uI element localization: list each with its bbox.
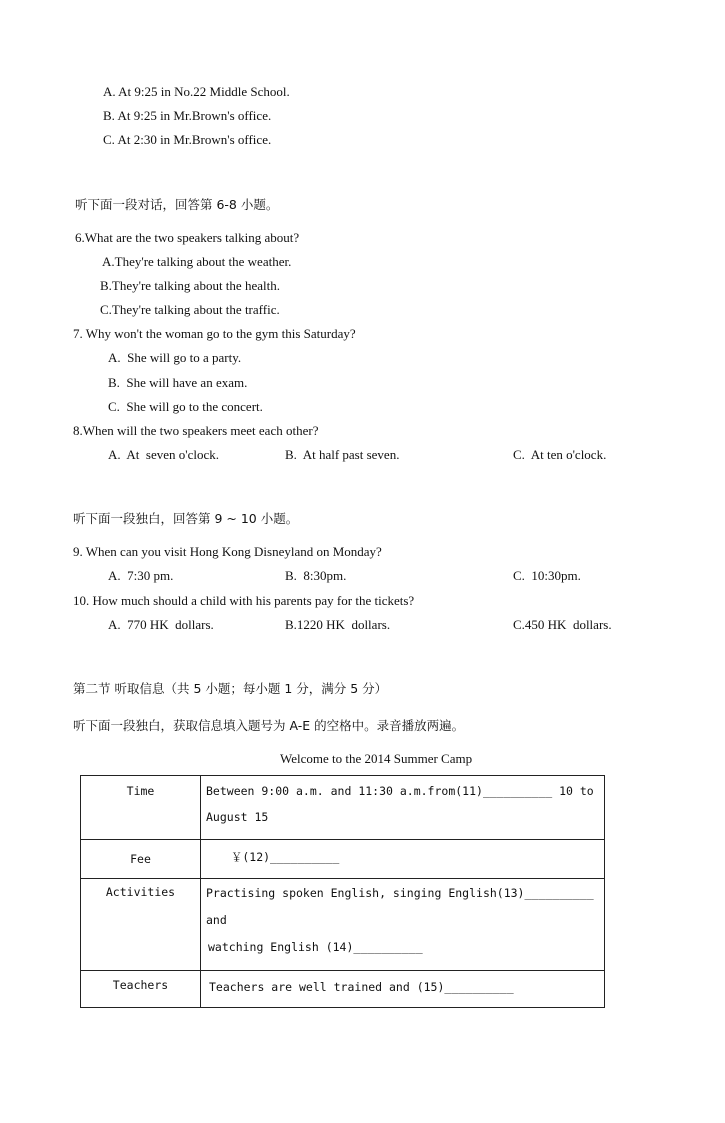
section-9-10-instruction: 听下面一段独白，回答第 9 ~ 10 小题。 bbox=[73, 511, 299, 526]
teachers-label-cell bbox=[81, 971, 201, 1008]
summer-camp-table bbox=[80, 775, 605, 1008]
time-value-line1: Between 9:00 a.m. and 11:30 a.m.from(11)__________ 10 to bbox=[206, 784, 594, 798]
activities-value-cell bbox=[201, 879, 605, 971]
q7-option-c: C. She will go to the concert. bbox=[108, 399, 263, 414]
teachers-value: Teachers are well trained and (15)__________ bbox=[209, 980, 514, 994]
q9-option-c: C. 10:30pm. bbox=[513, 568, 581, 583]
time-label-cell bbox=[81, 776, 201, 840]
q9-option-b: B. 8:30pm. bbox=[285, 568, 347, 583]
q7-option-a: A. She will go to a party. bbox=[108, 350, 242, 365]
q6-question: 6.What are the two speakers talking about? bbox=[75, 230, 300, 245]
q9-option-a: A. 7:30 pm. bbox=[108, 568, 174, 583]
activities-value-line1: Practising spoken English, singing English(13)__________ bbox=[206, 886, 594, 900]
q6-option-b: B.They're talking about the health. bbox=[100, 278, 280, 293]
q10-question: 10. How much should a child with his parents pay for the tickets? bbox=[73, 593, 415, 608]
part2-heading: 第二节 听取信息（共 5 小题；每小题 1 分，满分 5 分） bbox=[73, 681, 388, 696]
activities-label: Activities bbox=[105, 885, 176, 899]
fee-value-cell bbox=[201, 840, 605, 879]
fee-label-cell bbox=[81, 840, 201, 879]
activities-value-line2: and bbox=[206, 913, 227, 927]
part2-instruction: 听下面一段独白，获取信息填入题号为 A-E 的空格中。录音播放两遍。 bbox=[73, 718, 465, 733]
q5-option-c: C. At 2:30 in Mr.Brown's office. bbox=[103, 132, 272, 147]
table-title: Welcome to the 2014 Summer Camp bbox=[280, 751, 473, 766]
time-value-cell bbox=[201, 776, 605, 840]
teachers-value-cell bbox=[201, 971, 605, 1008]
fee-value: ￥(12)__________ bbox=[217, 850, 340, 864]
q8-option-b: B. At half past seven. bbox=[285, 447, 400, 462]
time-value-line2: August 15 bbox=[206, 810, 269, 824]
q10-option-b: B.1220 HK dollars. bbox=[285, 617, 391, 632]
time-label: Time bbox=[126, 784, 155, 798]
q10-option-c: C.450 HK dollars. bbox=[513, 617, 612, 632]
q5-option-a: A. At 9:25 in No.22 Middle School. bbox=[103, 84, 290, 99]
q9-question: 9. When can you visit Hong Kong Disneyland on Monday? bbox=[73, 544, 382, 559]
q7-question: 7. Why won't the woman go to the gym this Saturday? bbox=[73, 326, 356, 341]
q6-option-a: A.They're talking about the weather. bbox=[102, 254, 292, 269]
q8-option-a: A. At seven o'clock. bbox=[108, 447, 220, 462]
q6-option-c: C.They're talking about the traffic. bbox=[100, 302, 280, 317]
teachers-label: Teachers bbox=[112, 978, 169, 992]
activities-label-cell bbox=[81, 879, 201, 971]
q7-option-b: B. She will have an exam. bbox=[108, 375, 248, 390]
q5-option-b: B. At 9:25 in Mr.Brown's office. bbox=[103, 108, 272, 123]
q10-option-a: A. 770 HK dollars. bbox=[108, 617, 214, 632]
activities-value-line3: watching English (14)__________ bbox=[208, 940, 423, 954]
table-row-activities bbox=[81, 879, 605, 971]
q8-option-c: C. At ten o'clock. bbox=[513, 447, 607, 462]
table-row-fee bbox=[81, 840, 605, 879]
table-row-teachers bbox=[81, 971, 605, 1008]
section-6-8-instruction: 听下面一段对话，回答第 6-8 小题。 bbox=[75, 197, 279, 212]
table-row-time bbox=[81, 776, 605, 840]
q8-question: 8.When will the two speakers meet each other? bbox=[73, 423, 319, 438]
fee-label: Fee bbox=[130, 852, 151, 866]
